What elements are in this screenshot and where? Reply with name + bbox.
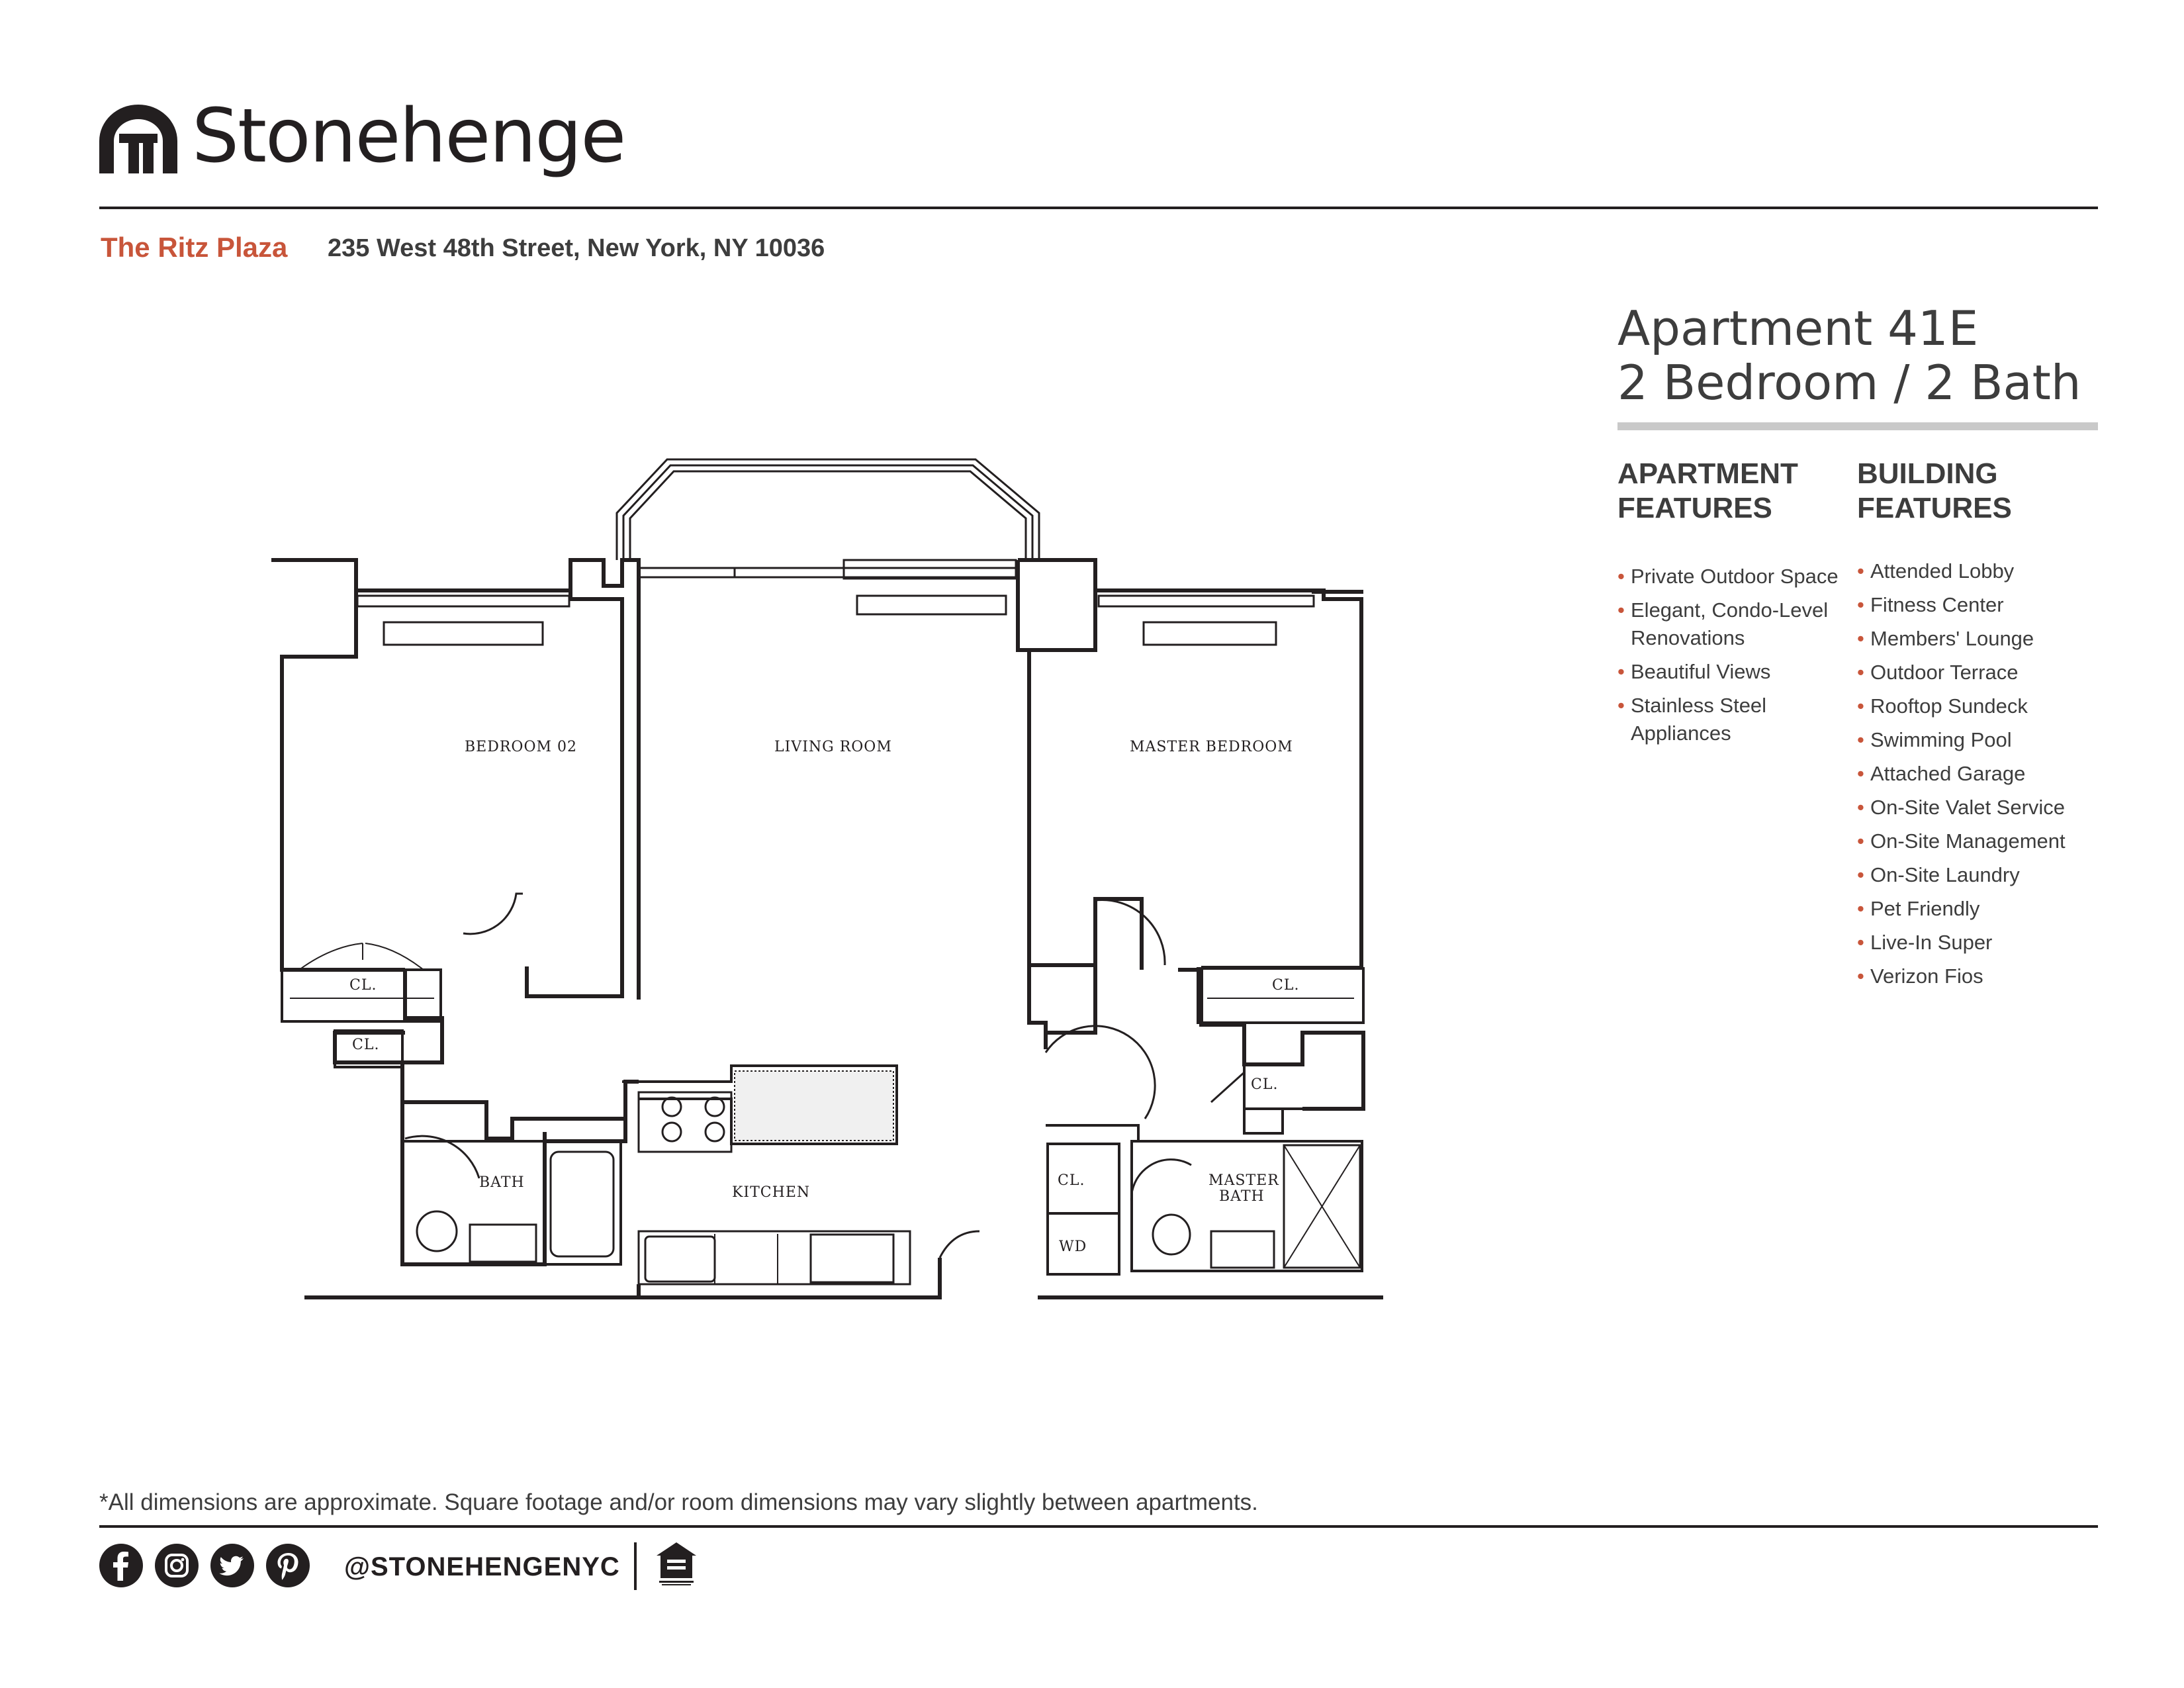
heading-line: FEATURES [1617, 492, 1772, 524]
footer-divider [99, 1525, 2098, 1528]
list-item: • Attended Lobby [1857, 557, 2095, 585]
windows [357, 560, 1314, 645]
list-item: • Attached Garage [1857, 760, 2095, 788]
kitchen [622, 1066, 910, 1284]
room-label-master-bath: BATH [1219, 1188, 1265, 1205]
heading-line: APARTMENT [1617, 457, 1798, 490]
room-label-washer-dryer: WD [1059, 1239, 1087, 1255]
room-label-closet: CL. [349, 977, 377, 994]
list-item: • On-Site Valet Service [1857, 794, 2095, 821]
apartment-layout: 2 Bedroom / 2 Bath [1617, 355, 2081, 410]
list-item: • On-Site Management [1857, 827, 2095, 855]
room-label-kitchen: KITCHEN [732, 1184, 811, 1201]
room-label-living-room: LIVING ROOM [774, 739, 892, 755]
room-label-bath: BATH [479, 1174, 525, 1191]
building-features-list [1857, 557, 2095, 996]
list-item: • Rooftop Sundeck [1857, 692, 2095, 720]
pinterest-icon[interactable] [266, 1544, 310, 1587]
list-item: • Private Outdoor Space [1617, 563, 1856, 590]
list-item: • Fitness Center [1857, 591, 2095, 619]
heading-line: FEATURES [1857, 492, 2012, 524]
room-label-closet: CL. [1272, 977, 1300, 994]
facebook-icon[interactable] [99, 1544, 143, 1587]
room-label-closet: CL. [352, 1037, 380, 1053]
bath [402, 1141, 621, 1264]
building-address: 235 West 48th Street, New York, NY 10036 [328, 234, 825, 262]
master-bedroom [1029, 650, 1363, 1109]
list-item: • Verizon Fios [1857, 962, 2095, 990]
stonehenge-arch-logo-icon [99, 105, 177, 173]
room-label-closet: CL. [1251, 1076, 1279, 1093]
instagram-icon[interactable] [155, 1544, 199, 1587]
doors [405, 894, 1191, 1205]
apartment-title [1617, 301, 2081, 410]
room-label-master-bedroom: MASTER BEDROOM [1130, 739, 1293, 755]
list-item: • Swimming Pool [1857, 726, 2095, 754]
list-item: • Stainless Steel Appliances [1617, 692, 1856, 747]
list-item: • Beautiful Views [1617, 658, 1856, 686]
title-underline [1617, 422, 2098, 430]
list-item: • Elegant, Condo-Level Renovations [1617, 596, 1856, 652]
equal-housing-opportunity-icon [655, 1541, 698, 1587]
room-label-master-bath: MASTER [1208, 1172, 1279, 1189]
social-handle[interactable]: @STONEHENGENYC [344, 1552, 620, 1581]
room-label-closet: CL. [1058, 1172, 1085, 1189]
header-divider [99, 207, 2098, 209]
heading-line: BUILDING [1857, 457, 1998, 490]
terrace-bay [617, 459, 1039, 560]
apartment-number: Apartment 41E [1617, 301, 1979, 356]
brand-name: Stonehenge [192, 93, 625, 179]
list-item: • Outdoor Terrace [1857, 659, 2095, 686]
master-closet [1211, 1064, 1302, 1133]
room-label-bedroom-02: BEDROOM 02 [465, 739, 578, 755]
twitter-icon[interactable] [210, 1544, 254, 1587]
list-item: • Members' Lounge [1857, 625, 2095, 653]
list-item: • Pet Friendly [1857, 895, 2095, 923]
disclaimer: *All dimensions are approximate. Square footage and/or room dimensions may vary slightly between apartments. [99, 1489, 1258, 1515]
footer-vertical-divider [634, 1542, 637, 1590]
apartment-features-heading [1617, 457, 1843, 526]
building-name: The Ritz Plaza [101, 232, 288, 263]
apartment-features-list [1617, 563, 1856, 753]
building-features-heading [1857, 457, 2082, 526]
floor-plan [258, 450, 1396, 1311]
list-item: • On-Site Laundry [1857, 861, 2095, 889]
list-item: • Live-In Super [1857, 929, 2095, 957]
